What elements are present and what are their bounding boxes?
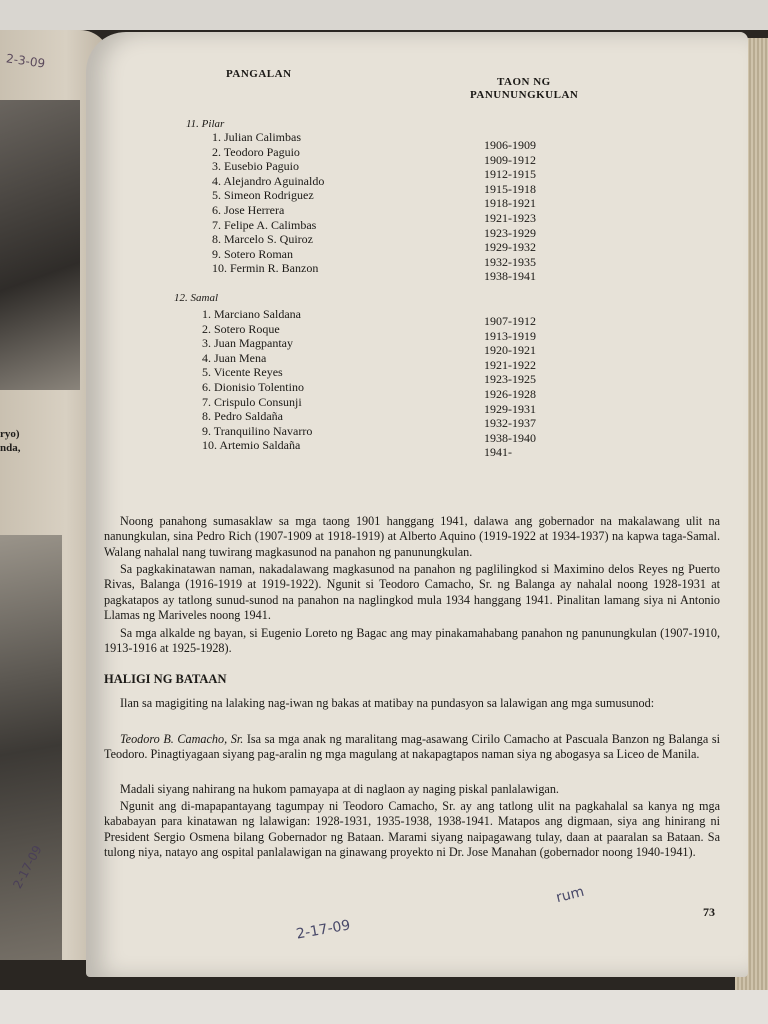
list-item: 1909-1912 xyxy=(484,152,536,167)
list-item: 2. Teodoro Paguio xyxy=(212,144,300,159)
paragraph-text: Isa sa mga anak ng maralitang mag-asawang Cirilo Camacho at Pascuala Banzon ng Balanga si Teodoro. Pinagtiyagaan siyang pag-aralin ng mga magulang at nakapagtapos naman siya ng abogasya sa Liceo de Manila. xyxy=(104,732,720,762)
paragraph-representatives: Sa pagkakinatawan naman, nakadalawang magkasunod na panahon ng paglilingkod si Maximino delos Reyes ng Puerto Rivas, Balanga (1916-1919 at 1919-1922). Ngunit si Teodoro Camacho, Sr. ng Balanga ay nahalal noong 1928-1931 at pagkatapos ay tatlong sunud-sunod na panahon na naglingkod mula 1934 hanggang 1941. Pinalitan lamang siya ni Antonio Llamas ng Mariveles noong 1941. xyxy=(104,562,720,623)
list-item: 1932-1935 xyxy=(484,254,536,269)
person-name: Teodoro B. Camacho, Sr. xyxy=(120,732,244,746)
list-item: 10. Artemio Saldaña xyxy=(202,438,301,453)
list-item: 1907-1912 xyxy=(484,314,536,328)
book-page xyxy=(86,32,748,977)
page-number: 73 xyxy=(703,905,715,919)
list-item: 1. Marciano Saldana xyxy=(202,307,301,321)
list-item: 1926-1928 xyxy=(484,386,536,401)
name-list-samal xyxy=(202,307,312,453)
list-item: 1938-1940 xyxy=(484,430,536,445)
paragraph-judge: Madali siyang nahirang na hukom pamayapa at di naglaon ay naging piskal panlalawigan. xyxy=(120,782,559,796)
year-list-pilar xyxy=(484,138,536,284)
list-item: 6. Dionisio Tolentino xyxy=(202,379,304,394)
list-item: 1906-1909 xyxy=(484,138,536,152)
list-item: 4. Juan Mena xyxy=(202,350,267,365)
paragraph-camacho-bio xyxy=(104,732,720,763)
paragraph-governors: Noong panahong sumasaklaw sa mga taong 1901 hanggang 1941, dalawa ang gobernador na makalawang ulit na nanungkulan, sina Pedro Rich (1907-1909 at 1918-1919) at Alberto Aquino (1919-1922 at 1934-1937) na kapwa taga-Samal. Walang nahalal nang tuwirang magkasunod na panahon ng panunungkulan. xyxy=(104,514,720,559)
column-header-term-line1: TAON NG xyxy=(497,76,551,88)
paragraph-achievements: Ngunit ang di-mapapantayang tagumpay ni Teodoro Camacho, Sr. ay ang tatlong ulit na pagkahalal sa kanya ng mga kababayan para kinatawan ng lalawigan: 1928-1931, 1935-1938, 1938-1941. Matapos ang digmaan, siya ang hinirang ni President Sergio Osmena bilang Gobernador ng Bataan. Marami siyang naipagawang tulay, daan at paaralan sa Bataan. Sa tulong niya, natayo ang ospital panlalawigan na ginawang proyekto ni Dr. Jose Manahan (gobernador noong 1940-1941). xyxy=(104,799,720,860)
list-item: 1915-1918 xyxy=(484,181,536,196)
list-item: 7. Crispulo Consunji xyxy=(202,394,302,409)
list-item: 5. Simeon Rodriguez xyxy=(212,188,314,203)
list-item: 1918-1921 xyxy=(484,196,536,211)
list-item: 1941- xyxy=(484,445,512,460)
list-item: 1920-1921 xyxy=(484,343,536,358)
paragraph-intro: Ilan sa magigiting na lalaking nag-iwan ng bakas at matibay na pundasyon sa lalawigan ang mga sumusunod: xyxy=(120,696,655,710)
handwritten-initials: rum xyxy=(554,883,586,907)
list-item: 1929-1931 xyxy=(484,401,536,416)
list-item: 1938-1941 xyxy=(484,269,536,284)
list-item: 1. Julian Calimbas xyxy=(212,130,301,144)
list-item: 8. Pedro Saldaña xyxy=(202,409,283,424)
list-item: 1923-1929 xyxy=(484,225,536,240)
list-item: 3. Juan Magpantay xyxy=(202,336,293,351)
list-item: 1921-1922 xyxy=(484,357,536,372)
name-list-pilar xyxy=(212,130,324,276)
handwritten-date: 2-17-09 xyxy=(295,917,352,943)
text-fragment: ryo) xyxy=(0,428,20,440)
list-item: 4. Alejandro Aguinaldo xyxy=(212,173,325,188)
section-title-pilar: 11. Pilar xyxy=(186,118,225,130)
handwritten-scribble-left: 2-17-09 xyxy=(10,843,45,891)
paragraph-mayors: Sa mga alkalde ng bayan, si Eugenio Loreto ng Bagac ang may pinakamahabang panahon ng panunungkulan (1907-1910, 1913-1916 at 1925-1928). xyxy=(104,626,720,656)
photo-left-top xyxy=(0,100,80,390)
list-item: 1913-1919 xyxy=(484,328,536,343)
text-fragment: nda, xyxy=(0,442,21,454)
column-header-name: PANGALAN xyxy=(226,68,292,80)
list-item: 1921-1923 xyxy=(484,210,536,225)
list-item: 2. Sotero Roque xyxy=(202,321,280,336)
list-item: 1923-1925 xyxy=(484,372,536,387)
list-item: 9. Tranquilino Navarro xyxy=(202,423,313,438)
background-top xyxy=(0,0,768,30)
photo-left-bottom xyxy=(0,535,62,960)
list-item: 1912-1915 xyxy=(484,167,536,182)
section-title-samal: 12. Samal xyxy=(174,292,218,304)
handwritten-date-left: 2-3-09 xyxy=(5,51,46,71)
list-item: 10. Fermin R. Banzon xyxy=(212,261,319,276)
year-list-samal xyxy=(484,314,536,460)
background-bottom xyxy=(0,990,768,1024)
list-item: 7. Felipe A. Calimbas xyxy=(212,217,317,232)
list-item: 1932-1937 xyxy=(484,416,536,431)
list-item: 3. Eusebio Paguio xyxy=(212,159,299,174)
list-item: 5. Vicente Reyes xyxy=(202,365,283,380)
column-header-term-line2: PANUNUNGKULAN xyxy=(470,89,579,101)
list-item: 9. Sotero Roman xyxy=(212,246,293,261)
list-item: 1929-1932 xyxy=(484,240,536,255)
list-item: 8. Marcelo S. Quiroz xyxy=(212,232,313,247)
list-item: 6. Jose Herrera xyxy=(212,202,285,217)
section-heading: HALIGI NG BATAAN xyxy=(104,672,227,686)
